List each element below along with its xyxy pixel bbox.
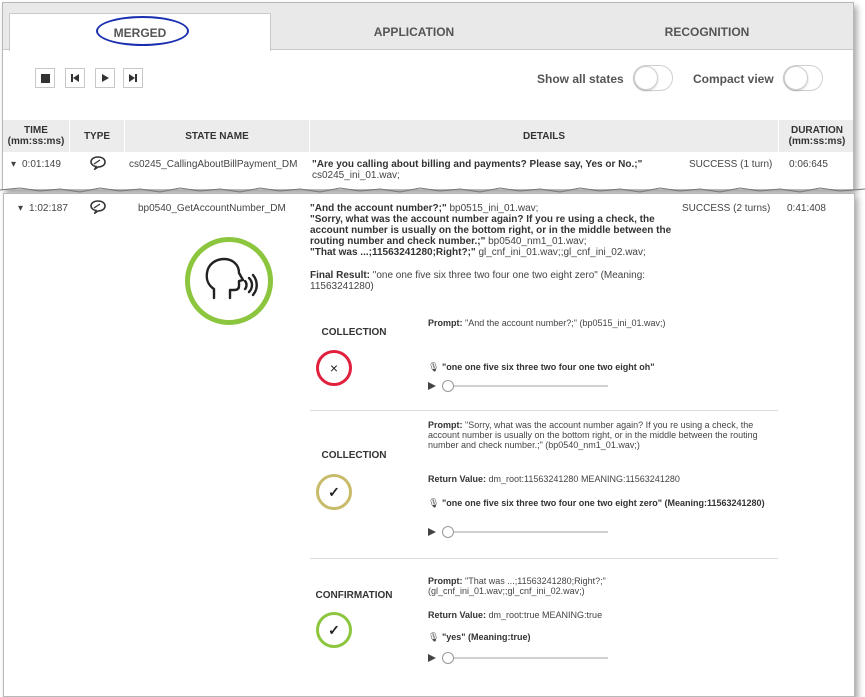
- step-type: CONFIRMATION: [315, 590, 393, 601]
- tab-recognition[interactable]: [557, 13, 854, 50]
- audio-track[interactable]: [442, 385, 608, 387]
- row-details-prompt: "Are you calling about billing and payments? Please say, Yes or No.;": [312, 159, 643, 170]
- check-icon: ✓: [328, 483, 340, 500]
- row-duration: 0:06:645: [789, 159, 828, 170]
- return-label: Return Value:: [428, 610, 487, 620]
- return-label: Return Value:: [428, 474, 487, 484]
- skip-forward-button[interactable]: [123, 68, 143, 88]
- skip-back-icon: [70, 73, 80, 83]
- playback-controls: [3, 50, 853, 122]
- header-details[interactable]: DETAILS: [522, 130, 566, 142]
- prompt-label: Prompt:: [428, 576, 463, 586]
- play-icon[interactable]: [428, 382, 436, 390]
- toggle-knob: [784, 66, 808, 90]
- prompt-label: Prompt:: [428, 420, 463, 430]
- row-details-wav: cs0245_ini_01.wav;: [312, 170, 400, 181]
- row-details: [312, 159, 682, 181]
- step-return-value: [428, 610, 768, 620]
- prompt-text: "That was ...;11563241280;Right?;" (gl_cnf_ini_01.wav;;gl_cnf_ini_02.wav;): [428, 576, 606, 596]
- step-prompt: [428, 420, 768, 450]
- audio-thumb[interactable]: [442, 380, 454, 392]
- row-time: 0:01:149: [22, 159, 61, 170]
- expanded-duration: 0:41:408: [787, 203, 826, 214]
- step-divider: [310, 558, 778, 559]
- play-icon[interactable]: [428, 654, 436, 662]
- header-duration[interactable]: DURATION (mm:ss:ms): [788, 125, 846, 147]
- microphone-icon: 🎙: [428, 498, 440, 508]
- speech-bubble-icon: [89, 200, 107, 214]
- step-status-circle: [316, 350, 352, 386]
- show-all-states-label: Show all states: [537, 72, 624, 86]
- skip-back-button[interactable]: [65, 68, 85, 88]
- step-recognized: [428, 498, 768, 508]
- merged-highlight-ring: [96, 16, 189, 46]
- audio-track[interactable]: [442, 531, 608, 533]
- detail-wav-1: bp0515_ini_01.wav;: [449, 203, 539, 214]
- row-state-name: cs0245_CallingAboutBillPayment_DM: [129, 159, 298, 170]
- stop-icon: [41, 74, 50, 83]
- step-recognized: [428, 632, 768, 642]
- table-row[interactable]: [3, 152, 853, 190]
- recognized-text: "yes" (Meaning:true): [441, 632, 531, 642]
- final-result-label: Final Result:: [310, 270, 371, 281]
- step-status-circle: [316, 474, 352, 510]
- compact-view-toggle[interactable]: [783, 65, 823, 91]
- step-prompt: [428, 576, 758, 596]
- tab-recognition-label: RECOGNITION: [664, 24, 750, 39]
- expanded-status: SUCCESS (2 turns): [682, 203, 771, 214]
- tab-application-label: APPLICATION: [373, 24, 455, 39]
- detail-prompt-1: "And the account number?;": [310, 203, 447, 214]
- expanded-details: [310, 203, 678, 292]
- audio-player[interactable]: [428, 380, 608, 392]
- step-collection-2: [310, 416, 778, 556]
- detail-prompt-3: "That was ...;11563241280;Right?;": [310, 247, 476, 258]
- expanded-state-name: bp0540_GetAccountNumber_DM: [138, 203, 286, 214]
- tab-merged-label: MERGED: [113, 25, 167, 40]
- final-result: [310, 270, 678, 292]
- step-confirmation: [310, 566, 778, 676]
- audio-player[interactable]: [428, 652, 608, 664]
- tab-application[interactable]: [271, 13, 557, 50]
- audio-thumb[interactable]: [442, 652, 454, 664]
- call-log-panel-top: [2, 2, 854, 190]
- final-result-value: "one one five six three two four one two eight zero" (Meaning: 11563241280): [310, 270, 646, 292]
- speech-bubble-icon: [89, 156, 107, 170]
- check-icon: ✓: [328, 621, 340, 638]
- speaking-head-icon: [190, 242, 268, 320]
- audio-track[interactable]: [442, 657, 608, 659]
- detail-prompt-2: "Sorry, what was the account number again? If you re using a check, the account number is usually on the bottom right, or in the middle between the routing number and check number.;": [310, 214, 672, 247]
- play-icon: [100, 73, 110, 83]
- show-all-states-toggle[interactable]: [633, 65, 673, 91]
- step-type: COLLECTION: [321, 450, 387, 461]
- call-log-panel-bottom: [3, 193, 855, 697]
- recognized-text: "one one five six three two four one two eight oh": [441, 362, 655, 372]
- x-icon: ×: [329, 360, 339, 376]
- return-value: dm_root:true MEANING:true: [488, 610, 603, 620]
- skip-forward-icon: [128, 73, 138, 83]
- step-recognized: [428, 362, 768, 372]
- step-collection-1: [310, 316, 778, 410]
- speaking-head-badge: [185, 237, 273, 325]
- play-icon[interactable]: [428, 528, 436, 536]
- microphone-icon: 🎙: [428, 362, 440, 372]
- prompt-text: "And the account number?;" (bp0515_ini_01.wav;): [465, 318, 666, 328]
- stop-button[interactable]: [35, 68, 55, 88]
- step-return-value: [428, 474, 768, 484]
- header-time[interactable]: TIME (mm:ss:ms): [7, 125, 65, 147]
- expanded-time: 1:02:187: [29, 203, 68, 214]
- table-header: [3, 120, 853, 152]
- toggle-knob: [634, 66, 658, 90]
- detail-wav-2: bp0540_nm1_01.wav;: [488, 236, 587, 247]
- play-button[interactable]: [95, 68, 115, 88]
- tab-bar: [3, 3, 853, 50]
- step-status-circle: [316, 612, 352, 648]
- header-state-name[interactable]: STATE NAME: [185, 130, 249, 142]
- audio-thumb[interactable]: [442, 526, 454, 538]
- step-type: COLLECTION: [321, 327, 387, 338]
- header-type[interactable]: TYPE: [83, 130, 111, 142]
- prompt-label: Prompt:: [428, 318, 463, 328]
- expand-arrow-icon[interactable]: ▾: [11, 159, 17, 170]
- collapse-arrow-icon[interactable]: ▾: [18, 203, 24, 214]
- compact-view-label: Compact view: [693, 72, 774, 86]
- recognized-text: "one one five six three two four one two eight zero" (Meaning:11563241280): [441, 498, 765, 508]
- audio-player[interactable]: [428, 526, 608, 538]
- return-value: dm_root:11563241280 MEANING:11563241280: [488, 474, 680, 484]
- detail-wav-3: gl_cnf_ini_01.wav;;gl_cnf_ini_02.wav;: [478, 247, 646, 258]
- row-status: SUCCESS (1 turn): [689, 159, 773, 170]
- prompt-text: "Sorry, what was the account number again? If you re using a check, the account number is usually on the bottom right, or in the middle between the routing number and check number.;" (bp0540_nm1_01.wav;): [428, 420, 758, 450]
- step-prompt: [428, 318, 768, 328]
- microphone-icon: 🎙: [428, 632, 440, 642]
- step-divider: [310, 410, 778, 411]
